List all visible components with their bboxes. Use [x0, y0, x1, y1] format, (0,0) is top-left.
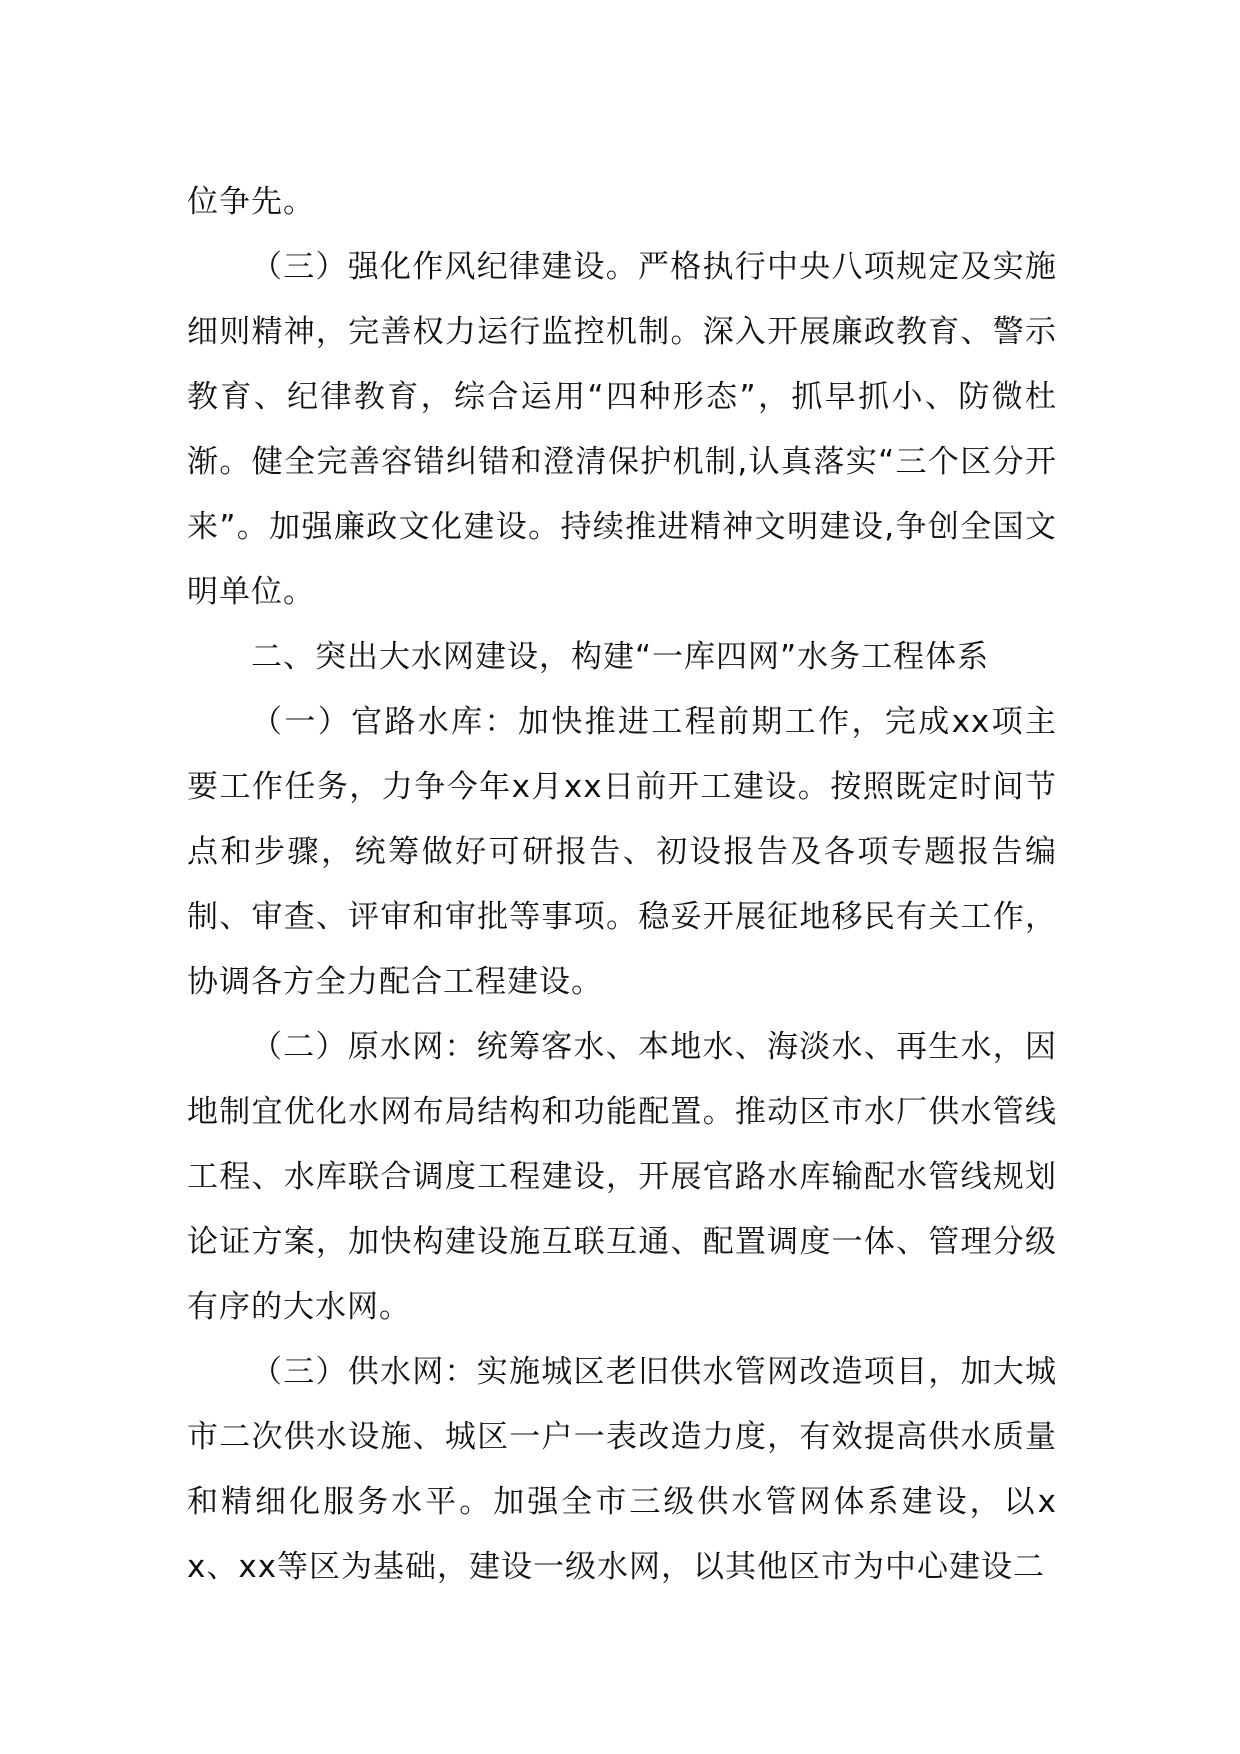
paragraph-water-supply-network: （三）供水网：实施城区老旧供水管网改造项目，加大城市二次供水设施、城区一户一表改造力度，有效提高供水质量和精细化服务水平。加强全市三级供水管网体系建设，以xx、xx等区为基础，建设一级水网，以其他区市为中心建设二 [187, 1354, 1057, 1585]
paragraph-raw-water-network: （二）原水网：统筹客水、本地水、海淡水、再生水，因地制宜优化水网布局结构和功能配置。推动区市水厂供水管线工程、水库联合调度工程建设，开展官路水库输配水管线规划论证方案，加快构建设施互联互通、配置调度一体、管理分级有序的大水网。 [187, 1029, 1057, 1325]
document-body [187, 170, 1057, 1600]
paragraph-continuation: 位争先。 [187, 184, 315, 220]
paragraph-discipline-building: （三）强化作风纪律建设。严格执行中央八项规定及实施细则精神，完善权力运行监控机制。深入开展廉政教育、警示教育、纪律教育，综合运用“四种形态”，抓早抓小、防微杜渐。健全完善容错纠错和澄清保护机制,认真落实“三个区分开来”。加强廉政文化建设。持续推进精神文明建设,争创全国文明单位。 [187, 249, 1057, 610]
paragraph-guanlu-reservoir: （一）官路水库：加快推进工程前期工作，完成xx项主要工作任务，力争今年x月xx日前开工建设。按照既定时间节点和步骤，统筹做好可研报告、初设报告及各项专题报告编制、审查、评审和审批等事项。稳妥开展征地移民有关工作，协调各方全力配合工程建设。 [187, 704, 1057, 1000]
section-heading-water-network: 二、突出大水网建设，构建“一库四网”水务工程体系 [251, 639, 990, 675]
